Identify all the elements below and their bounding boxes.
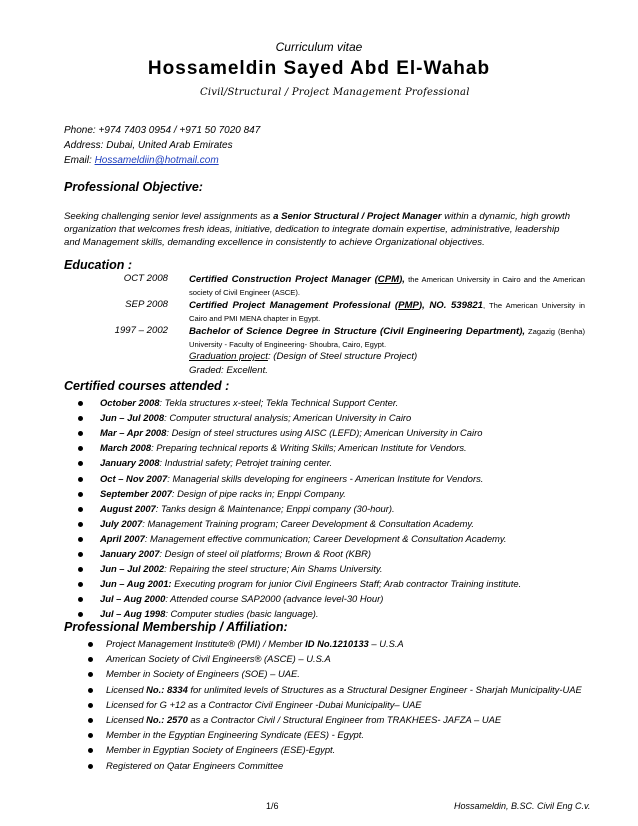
bullet-icon (88, 733, 93, 738)
course-item (100, 427, 482, 438)
address-line: Address: Dubai, United Arab Emirates (64, 140, 233, 151)
education-heading: Education : (64, 258, 133, 272)
bullet-icon (78, 582, 83, 587)
email-label: Email: (64, 155, 95, 166)
bullet-icon (88, 672, 93, 677)
membership-heading: Professional Membership / Affiliation: (64, 620, 288, 634)
bullet-icon (88, 703, 93, 708)
membership-post: – U.S.A (368, 638, 404, 649)
phone-line: Phone: +974 7403 0954 / +971 50 7020 847 (64, 125, 261, 136)
course-date: Jun – Aug 2001: (100, 578, 172, 590)
membership-pre: American Society of Civil Engineers® (ASCE) – U.S.A (106, 653, 331, 665)
candidate-name: Hossameldin Sayed Abd El-Wahab (147, 58, 491, 79)
membership-pre: Member in Society of Engineers (SOE) – UAE. (106, 668, 300, 680)
course-text: : Tekla structures x-steel; Tekla Technical Support Center. (159, 397, 399, 408)
bullet-icon (78, 401, 83, 406)
course-date: September 2007 (100, 487, 172, 499)
bullet-icon (78, 446, 83, 451)
course-item (100, 533, 506, 544)
bullet-icon (78, 552, 83, 557)
course-date: Jul – Aug 1998 (100, 608, 166, 620)
course-item (100, 488, 346, 499)
bullet-icon (88, 657, 93, 662)
course-item (100, 457, 332, 468)
education-title: Bachelor of Science Degree in Structure (Civil Engineering Department), (189, 326, 526, 337)
bullet-icon (78, 597, 83, 602)
course-date: Oct – Nov 2007 (100, 472, 168, 484)
course-date: August 2007 (100, 502, 156, 514)
course-date: Jul – Aug 2000 (100, 593, 166, 605)
graduation-project-text: : (Design of Steel structure Project) (267, 351, 418, 362)
cv-label: Curriculum vitae (275, 40, 363, 54)
education-entry (189, 325, 585, 351)
education-title-abbr: PMP (398, 300, 419, 311)
membership-bold: ID No.1210133 (305, 638, 369, 649)
course-item (100, 442, 467, 453)
education-detail: the American University in Cairo and the American society of Civil Engineer (ASCE). (189, 275, 586, 297)
education-entry (189, 273, 585, 299)
objective-heading: Professional Objective: (64, 180, 203, 194)
course-date: July 2007 (100, 517, 143, 529)
course-item (100, 593, 383, 604)
membership-pre: Licensed for G +12 as a Contractor Civil Engineer -Dubai Municipality– UAE (106, 698, 422, 710)
education-detail: Zagazig (Benha) University - Faculty of Engineering- Shoubra, Cairo, Egypt. (189, 327, 585, 349)
membership-pre: Licensed (106, 714, 147, 725)
objective-pre: Seeking challenging senior level assignments as (64, 211, 274, 222)
courses-heading: Certified courses attended : (64, 379, 230, 393)
education-date: 1997 – 2002 (114, 325, 168, 336)
course-date: Jun – Jul 2008 (100, 412, 165, 424)
bullet-icon (88, 748, 93, 753)
course-item (100, 548, 371, 559)
course-text: : Computer studies (basic language). (165, 608, 319, 620)
course-item (100, 503, 395, 514)
bullet-icon (78, 431, 83, 436)
email-line (64, 155, 219, 166)
education-title-end: ), NO. 539821 (418, 300, 483, 311)
education-title-abbr: CPM (377, 274, 400, 285)
course-text: : Repairing the steel structure; Ain Shams University. (164, 563, 383, 575)
graduation-project-label: Graduation project (189, 351, 268, 362)
course-text: : Computer structural analysis; American University in Cairo (164, 412, 412, 424)
bullet-icon (78, 492, 83, 497)
course-date: Mar – Apr 2008 (100, 427, 167, 439)
bullet-icon (78, 612, 83, 617)
professional-subtitle: Civil/Structural / Project Management Professional (200, 87, 470, 98)
bullet-icon (78, 507, 83, 512)
bullet-icon (88, 688, 93, 693)
course-date: March 2008 (100, 442, 152, 454)
membership-item (106, 653, 331, 664)
membership-bold: No.: 2570 (146, 714, 188, 725)
course-text: : Preparing technical reports & Writing Skills; American Institute for Vendors. (151, 442, 467, 454)
course-text: Executing program for junior Civil Engineers Staff; Arab contractor Training institute. (171, 578, 522, 590)
membership-item (106, 668, 300, 679)
bullet-icon (78, 477, 83, 482)
course-text: : Attended course SAP2000 (advance level-30 Hour) (165, 593, 384, 605)
course-item (100, 563, 382, 574)
membership-item (106, 760, 283, 771)
education-detail: , The American University in Cairo and PMI MENA chapter in Egypt. (189, 301, 586, 323)
course-item (100, 473, 483, 484)
page-number: 1/6 (266, 801, 279, 811)
membership-pre: Member in the Egyptian Engineering Syndicate (EES) - Egypt. (106, 729, 364, 741)
bullet-icon (78, 522, 83, 527)
graduation-project (189, 351, 417, 362)
membership-item (106, 714, 501, 725)
course-item (100, 578, 521, 589)
course-date: January 2007 (100, 548, 160, 559)
membership-post: for unlimited levels of Structures as a Structural Designer Engineer - Sharjah Municipality-UAE (187, 683, 582, 695)
course-text: : Design of pipe racks in; Enppi Company. (171, 487, 346, 499)
course-text: : Managerial skills developing for engineers - American Institute for Vendors. (167, 472, 484, 484)
education-title: Certified Construction Project Manager ( (189, 274, 378, 285)
graduation-grade: Graded: Excellent. (189, 365, 268, 376)
membership-post: as a Contractor Civil / Structural Engineer from TRAKHEES- JAFZA – UAE (187, 714, 502, 725)
course-item (100, 412, 411, 423)
objective-role: a Senior Structural / Project Manager (273, 211, 442, 222)
membership-item (106, 744, 335, 755)
course-text: : Management Training program; Career Development & Consultation Academy. (142, 517, 474, 529)
membership-pre: Project Management Institute® (PMI) / Member (106, 638, 306, 649)
education-entry (189, 299, 585, 325)
bullet-icon (88, 718, 93, 723)
education-date: OCT 2008 (123, 273, 168, 284)
membership-item (106, 684, 582, 695)
bullet-icon (88, 642, 93, 647)
bullet-icon (78, 416, 83, 421)
bullet-icon (78, 537, 83, 542)
course-text: : Tanks design & Maintenance; Enppi company (30-hour). (155, 502, 395, 514)
membership-item (106, 729, 364, 740)
bullet-icon (78, 567, 83, 572)
course-text: : Design of steel oil platforms; Brown & Root (KBR) (159, 548, 371, 559)
membership-pre: Registered on Qatar Engineers Committee (106, 759, 284, 771)
education-title: Certified Project Management Professional ( (189, 300, 399, 311)
bullet-icon (88, 764, 93, 769)
bullet-icon (78, 461, 83, 466)
course-date: April 2007 (100, 532, 145, 544)
membership-pre: Licensed (106, 683, 147, 695)
course-date: Jun – Jul 2002 (100, 563, 165, 575)
course-text: : Management effective communication; Career Development & Consultation Academy. (144, 532, 507, 544)
education-date: SEP 2008 (125, 299, 168, 310)
course-item (100, 518, 474, 529)
education-title-end: ), (399, 274, 405, 285)
footer-author: Hossameldin, B.SC. Civil Eng C.v. (454, 801, 591, 811)
membership-bold: No.: 8334 (146, 683, 188, 695)
objective-text (64, 210, 574, 249)
course-date: January 2008 (100, 457, 160, 469)
membership-pre: Member in Egyptian Society of Engineers (ESE)-Egypt. (106, 744, 336, 756)
course-text: : Industrial safety; Petrojet training center. (159, 457, 333, 469)
course-item (100, 608, 319, 619)
membership-item (106, 699, 422, 710)
email-link[interactable]: Hossameldiin@hotmail.com (94, 155, 219, 166)
course-item (100, 397, 398, 408)
course-text: : Design of steel structures using AISC (LEFD); American University in Cairo (166, 427, 483, 439)
course-date: October 2008 (100, 397, 160, 408)
membership-item (106, 638, 404, 649)
objective-post: within a dynamic, high growth organization that welcomes fresh ideas, initiative, dedication to integrate domain expertise, administrative, leadership and Management skills, demanding excellence in consistently to achieve Organizational objectives. (64, 211, 571, 248)
